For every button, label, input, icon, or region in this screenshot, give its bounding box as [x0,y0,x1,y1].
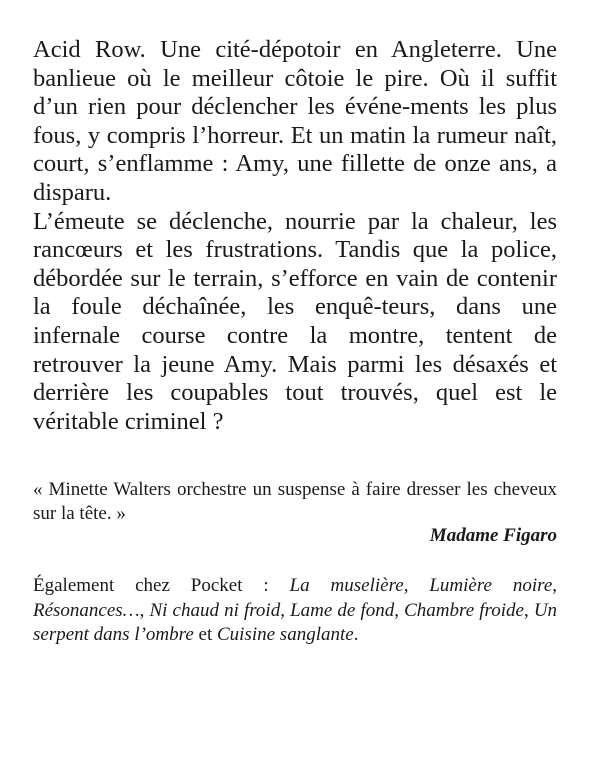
separator: , [552,575,558,596]
review-source: Madame Figaro [429,525,557,546]
book-title: Un serpent dans l’ombre [33,599,558,645]
separator: , [139,599,150,621]
book-title: Chambre froide [404,599,524,621]
review-quote: « Minette Walters orchestre un suspense à faire dresser les cheveux sur la tête. » [33,479,557,524]
period: . [353,624,359,645]
book-blurb [33,36,557,436]
book-title: Ni chaud ni froid [149,599,281,621]
book-title: Cuisine sanglante [217,624,354,645]
book-title: Lumière noire [429,575,553,596]
separator: , [403,575,430,596]
book-title: Lame de fond [290,599,395,621]
conjunction: et [193,624,217,645]
book-title: Résonances… [33,599,140,621]
blurb-paragraph-1: Acid Row. Une cité-dépotoir en Angleterre. Une banlieue où le meilleur côtoie le pire. Où il suffit d’un rien pour déclencher les événe-ments les plus fous, y compris l’horreur. Et un matin la rumeur naît, court, s’enflamme : Amy, une fillette de onze ans, a disparu. [33,36,557,206]
separator: , [523,599,534,621]
also-available-list [33,574,557,648]
also-available-intro: Également chez Pocket : [33,575,290,596]
book-title: La muselière [289,575,404,596]
blurb-paragraph-2: L’émeute se déclenche, nourrie par la chaleur, les rancœurs et les frustrations. Tandis que la police, débordée sur le terrain, s’efforce en vain de contenir la foule déchaînée, les enquê-teurs, dans une infernale course contre la montre, tentent de retrouver la jeune Amy. Mais parmi les désaxés et derrière les coupables tout trouvés, quel est le véritable criminel ? [33,207,557,435]
separator: , [394,599,405,621]
separator: , [280,599,291,621]
